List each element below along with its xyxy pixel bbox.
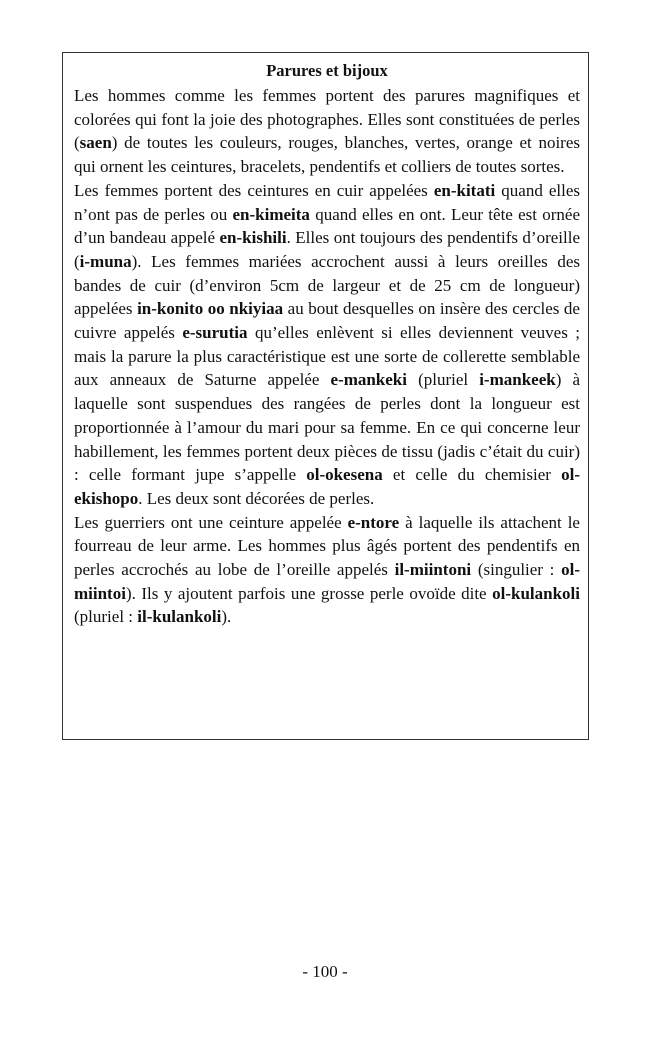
text-run: ) de toutes les couleurs, rouges, blanches, vertes, orange et noires qui ornent les ceintures, bracelets, pendentifs et colliers de toutes sortes. xyxy=(74,133,580,177)
maasai-term: in-konito oo nkiyiaa xyxy=(137,299,284,319)
maasai-term: i-muna xyxy=(79,251,132,271)
section-title: Parures et bijoux xyxy=(266,61,388,80)
text-run: (singulier : xyxy=(471,560,562,580)
text-run: (pluriel xyxy=(406,370,480,390)
text-run: ). Ils y ajoutent parfois une grosse perle ovoïde dite xyxy=(125,583,493,603)
maasai-term: e-ntore xyxy=(347,512,400,532)
maasai-term: saen xyxy=(79,133,112,153)
text-run: Les femmes portent des ceintures en cuir appelées xyxy=(74,180,434,200)
maasai-term: ol-miintoi xyxy=(74,560,580,603)
text-run: (pluriel : xyxy=(74,607,138,627)
maasai-term: i-mankeek xyxy=(479,370,556,390)
text-run: qu’elles enlèvent si elles deviennent veuves ; mais la parure la plus caractéristique est une sorte de collerette semblable aux anneaux de Saturne appelée xyxy=(74,323,581,390)
page-number: - 100 - xyxy=(302,962,348,981)
text-run: Les guerriers ont une ceinture appelée xyxy=(74,512,348,532)
text-run: Les hommes comme les femmes portent des parures magnifiques et colorées qui font la joie des photographes. Elles sont constituées de perles ( xyxy=(74,86,580,153)
paragraph xyxy=(74,84,580,179)
text-run: à laquelle ils attachent le fourreau de leur arme. Les hommes plus âgés portent des pendentifs en perles accrochés au lobe de l’oreille appelés xyxy=(74,512,580,580)
maasai-term: en-kishili xyxy=(219,228,287,248)
paragraph xyxy=(74,511,580,630)
maasai-term: ol-kulankoli xyxy=(492,583,580,603)
paragraph xyxy=(74,179,580,511)
maasai-term: en-kitati xyxy=(433,180,496,200)
maasai-term: ol-okesena xyxy=(306,465,383,485)
maasai-term: il-kulankoli xyxy=(137,607,222,627)
text-run: ). Les femmes mariées accrochent aussi à leurs oreilles des bandes de cuir (d’environ 5cm de largeur et de 25 cm de longueur) appelées xyxy=(74,251,580,319)
text-run: ) à laquelle sont suspendues des rangées de perles dont la longueur est proportionnée à l’amour du mari pour sa femme. En ce qui concerne leur habillement, les femmes portent deux pièces de tissu (jadis c’était du cuir) : celle formant jupe s’appelle xyxy=(74,370,580,485)
text-run: . Les deux sont décorées de perles. xyxy=(138,488,375,508)
text-run: . Elles ont toujours des pendentifs d’oreille ( xyxy=(74,228,580,271)
text-run: ). xyxy=(221,607,232,627)
maasai-term: il-miintoni xyxy=(394,560,472,580)
maasai-term: e-mankeki xyxy=(330,370,407,390)
text-box xyxy=(62,52,589,740)
maasai-term: ol-ekishopo xyxy=(74,465,581,508)
text-run: au bout desquelles on insère des cercles de cuivre appelés xyxy=(74,299,580,343)
text-run: quand elles n’ont pas de perles ou xyxy=(74,180,581,224)
text-run: et celle du chemisier xyxy=(382,465,562,485)
text-run: quand elles en ont. Leur tête est ornée d’un bandeau appelé xyxy=(74,204,581,248)
maasai-term: en-kimeita xyxy=(232,204,310,224)
maasai-term: e-surutia xyxy=(182,323,248,343)
